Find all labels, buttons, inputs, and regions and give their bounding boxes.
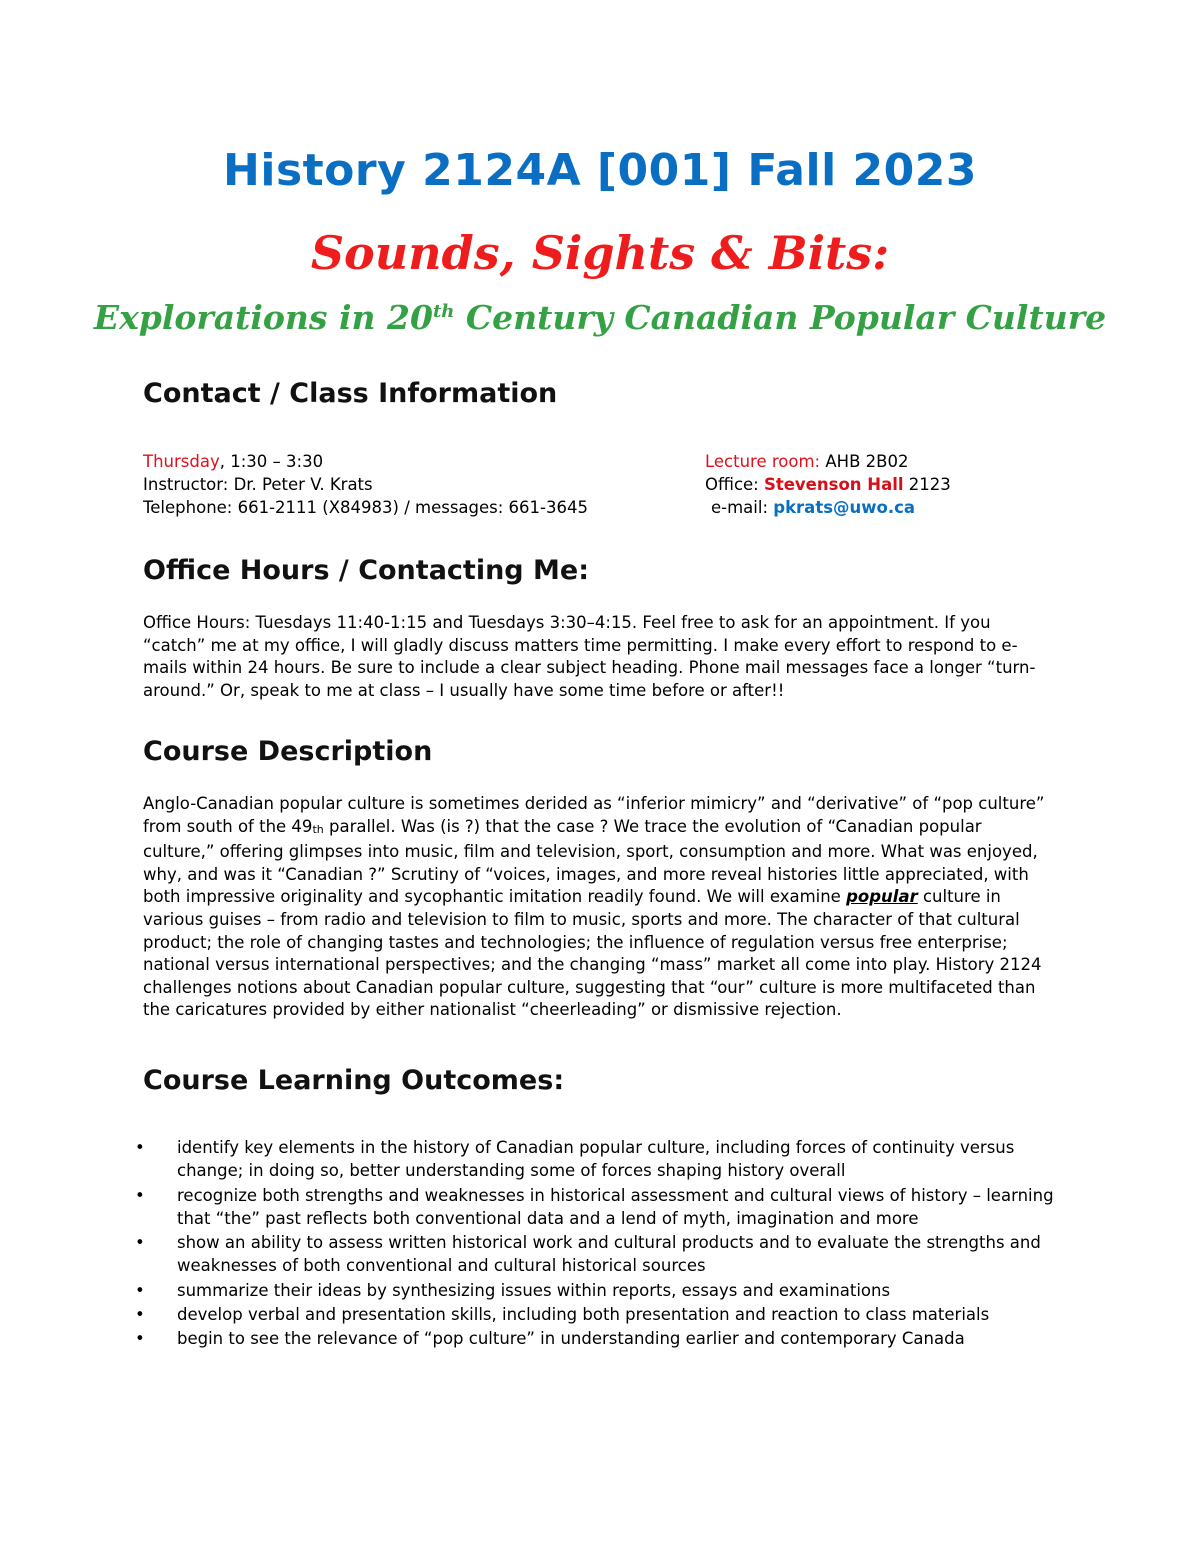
office-label: Office: bbox=[705, 475, 764, 494]
description-part2: parallel. Was (is ?) that the case ? We trace the evolution of “Canadian popular culture,” offering glimpses into music, film and television, sport, consumption and more. What was enjoyed, why, and was it “Canadian ?” Scrutiny of “voices, images, and more reveal histories little appreciated, with both impressive originality and sycophantic imitation readily found. We will examine bbox=[143, 816, 1038, 907]
list-item bbox=[135, 1327, 1063, 1350]
office-room: 2123 bbox=[903, 475, 951, 494]
list-item-text: identify key elements in the history of Canadian popular culture, including forces of continuity versus change; in doing so, better understanding some of forces shaping history overall bbox=[177, 1138, 1015, 1181]
description-sub: th bbox=[312, 822, 324, 836]
course-subtitle: Sounds, Sights & Bits: bbox=[310, 226, 890, 280]
course-tagline bbox=[0, 298, 1200, 337]
list-item-text: show an ability to assess written historical work and cultural products and to evaluate the strengths and weaknesses of both conventional and cultural historical sources bbox=[177, 1233, 1041, 1276]
lecture-room-line bbox=[705, 451, 908, 474]
description-text bbox=[143, 793, 1058, 1022]
email-line bbox=[711, 497, 915, 520]
email-label: e-mail: bbox=[711, 498, 774, 517]
contact-heading: Contact / Class Information bbox=[143, 378, 558, 409]
lecture-room-value: AHB 2B02 bbox=[820, 452, 909, 471]
tagline-sup: th bbox=[432, 301, 455, 322]
office-hours-text: Office Hours: Tuesdays 11:40-1:15 and Tuesdays 3:30–4:15. Feel free to ask for an appointment. If you “catch” me at my office, I will gladly discuss matters time permitting. I make every effort to respond to e-mails within 24 hours. Be sure to include a clear subject heading. Phone mail messages face a longer “turn-around.” Or, speak to me at class – I usually have some time before or after!! bbox=[143, 613, 1036, 700]
bullet-icon: • bbox=[135, 1305, 145, 1325]
bullet-icon: • bbox=[135, 1233, 145, 1253]
outcomes-heading: Course Learning Outcomes: bbox=[143, 1065, 565, 1096]
list-item bbox=[135, 1279, 1063, 1302]
description-part3: culture in various guises – from radio and television to film to music, sports and more. The character of that cultural product; the role of changing tastes and technologies; the influence of regulation versus free enterprise; national versus international perspectives; and the changing “mass” market all come into play. History 2124 challenges notions about Canadian popular culture, suggesting that “our” culture is more multifaceted than the caricatures provided by either nationalist “cheerleading” or dismissive rejection. bbox=[143, 887, 1042, 1020]
list-item bbox=[135, 1136, 1063, 1183]
class-time bbox=[143, 451, 323, 474]
list-item bbox=[135, 1303, 1063, 1326]
list-item-text: begin to see the relevance of “pop culture” in understanding earlier and contemporary Canada bbox=[177, 1329, 965, 1349]
office-building: Stevenson Hall bbox=[763, 475, 904, 494]
class-hours: , 1:30 – 3:30 bbox=[219, 452, 324, 471]
tagline-post: Century Canadian Popular Culture bbox=[454, 298, 1107, 337]
list-item bbox=[135, 1231, 1063, 1278]
bullet-icon: • bbox=[135, 1185, 145, 1205]
bullet-icon: • bbox=[135, 1280, 145, 1300]
email-link[interactable]: pkrats@uwo.ca bbox=[773, 498, 916, 517]
description-heading: Course Description bbox=[143, 736, 433, 767]
bullet-icon: • bbox=[135, 1329, 145, 1349]
office-hours-heading: Office Hours / Contacting Me: bbox=[143, 555, 590, 586]
telephone-line: Telephone: 661-2111 (X84983) / messages: 661-3645 bbox=[143, 498, 588, 517]
lecture-room-label: Lecture room: bbox=[705, 452, 821, 471]
outcomes-list bbox=[135, 1136, 1063, 1352]
office-line bbox=[705, 474, 951, 497]
course-title: History 2124A [001] Fall 2023 bbox=[223, 145, 977, 196]
tagline-pre: Explorations in 20 bbox=[93, 298, 433, 337]
bullet-icon: • bbox=[135, 1138, 145, 1157]
instructor-line: Instructor: Dr. Peter V. Krats bbox=[143, 475, 373, 494]
description-emphasis: popular bbox=[846, 887, 918, 907]
list-item-text: summarize their ideas by synthesizing issues within reports, essays and examinations bbox=[177, 1280, 891, 1300]
class-day: Thursday bbox=[143, 452, 220, 471]
list-item-text: develop verbal and presentation skills, including both presentation and reaction to class materials bbox=[177, 1305, 990, 1325]
list-item-text: recognize both strengths and weaknesses in historical assessment and cultural views of history – learning that “the” past reflects both conventional data and a lend of myth, imagination and more bbox=[177, 1185, 1054, 1228]
description-part1: Anglo-Canadian popular culture is sometimes derided as “inferior mimicry” and “derivative” of “pop culture” from south of the 49 bbox=[143, 794, 1045, 836]
list-item bbox=[135, 1184, 1063, 1231]
